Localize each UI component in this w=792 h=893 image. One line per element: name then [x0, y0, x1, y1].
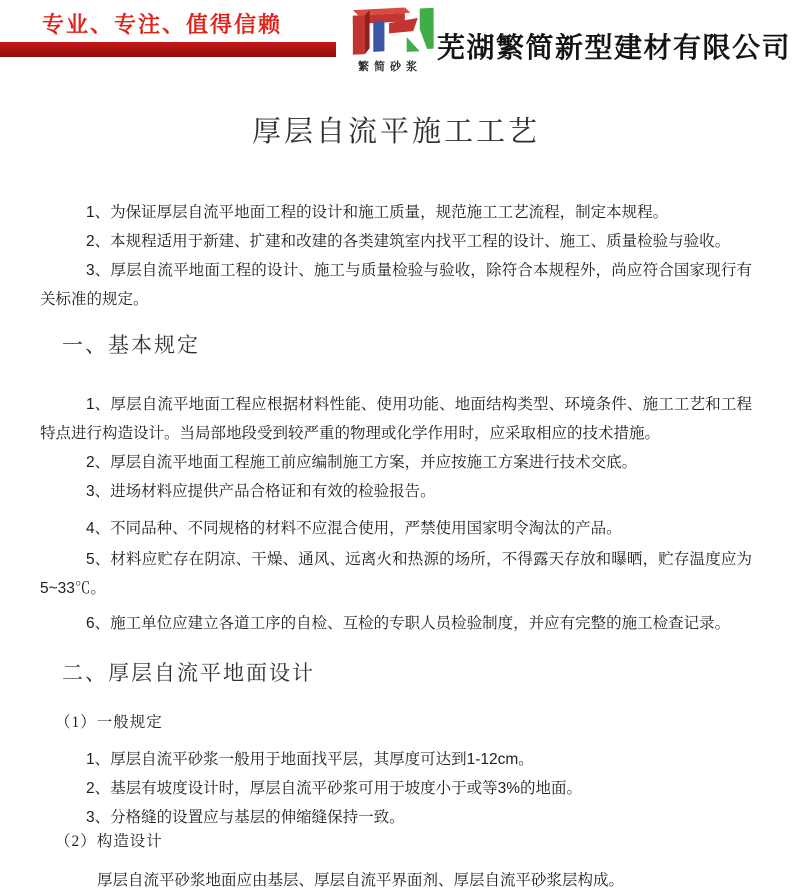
document-body	[40, 0, 752, 893]
intro-paragraph: 1、为保证厚层自流平地面工程的设计和施工质量，规范施工工艺流程，制定本规程。	[86, 204, 669, 221]
regulation-item: 4、不同品种、不同规格的材料不应混合使用，严禁使用国家明令淘汰的产品。	[86, 520, 622, 537]
company-name: 芜湖繁简新型建材有限公司	[437, 32, 792, 63]
section-heading-floor-design: 二、厚层自流平地面设计	[62, 661, 315, 685]
design-rule-item: 3、分格缝的设置应与基层的伸缩缝保持一致。	[86, 809, 405, 826]
document-title: 厚层自流平施工工艺	[251, 116, 540, 148]
section-heading-basic-regulations: 一、基本规定	[62, 333, 200, 357]
subsection-heading-structural-design: （2）构造设计	[55, 833, 163, 850]
regulation-item: 5、材料应贮存在阴凉、干燥、通风、远离火和热源的场所，不得露天存放和曝晒，贮存温度应为5~33℃。	[40, 551, 752, 597]
intro-paragraph: 2、本规程适用于新建、扩建和改建的各类建筑室内找平工程的设计、施工、质量检验与验收。	[86, 233, 731, 250]
intro-section	[40, 198, 752, 314]
slogan-text: 专业、专注、值得信赖	[42, 12, 283, 37]
regulation-item: 3、进场材料应提供产品合格证和有效的检验报告。	[86, 483, 436, 500]
structural-design-text: 厚层自流平砂浆地面应由基层、厚层自流平界面剂、厚层自流平砂浆层构成。	[97, 872, 625, 889]
general-rules-list	[40, 745, 752, 832]
basic-regulations-list	[40, 390, 752, 638]
design-rule-item: 1、厚层自流平砂浆一般用于地面找平层，其厚度可达到1-12cm。	[86, 751, 534, 768]
regulation-item: 1、厚层自流平地面工程应根据材料性能、使用功能、地面结构类型、环境条件、施工工艺和工程特点进行构造设计。当局部地段受到较严重的物理或化学作用时，应采取相应的技术措施。	[40, 396, 752, 442]
intro-paragraph: 3、厚层自流平地面工程的设计、施工与质量检验与验收，除符合本规程外，尚应符合国家现行有关标准的规定。	[40, 262, 752, 308]
regulation-item: 6、施工单位应建立各道工序的自检、互检的专职人员检验制度，并应有完整的施工检查记录。	[86, 615, 731, 632]
regulation-item: 2、厚层自流平地面工程施工前应编制施工方案，并应按施工方案进行技术交底。	[86, 454, 638, 471]
logo-caption: 繁简砂浆	[358, 61, 422, 73]
subsection-heading-general-rules: （1）一般规定	[55, 714, 163, 731]
design-rule-item: 2、基层有坡度设计时，厚层自流平砂浆可用于坡度小于或等3%的地面。	[86, 780, 583, 797]
